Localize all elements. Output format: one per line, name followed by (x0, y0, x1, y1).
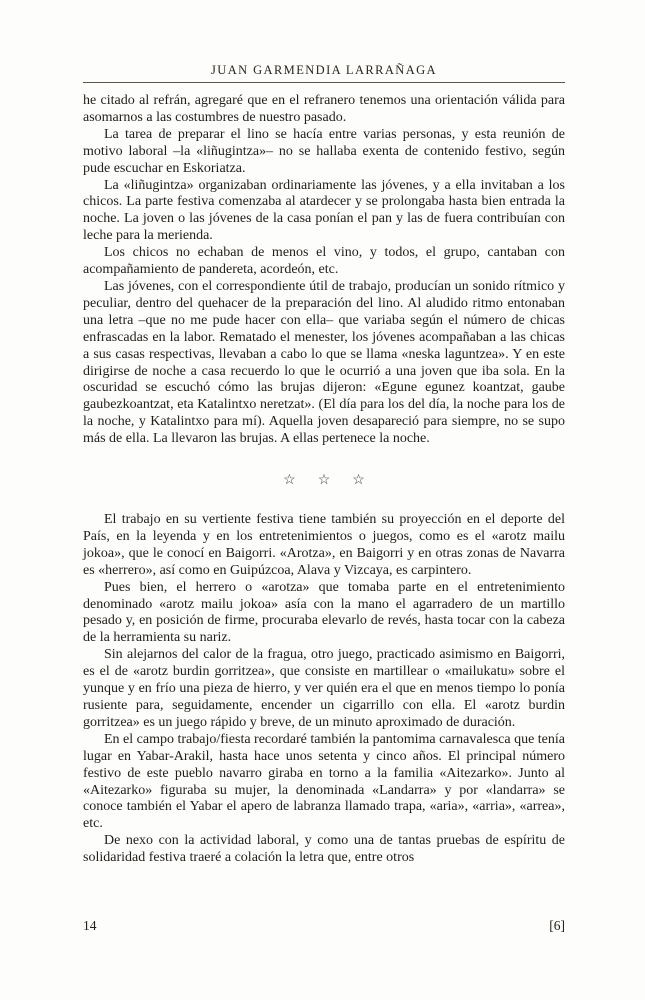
running-header (83, 63, 565, 82)
header-rule (83, 82, 565, 83)
paragraph: Pues bien, el herrero o «arotza» que tomaba parte en el entretenimiento denominado «arotz mailu jokoa» asía con la mano el agarradero de un martillo pesado y, en posición de firme, procuraba elevarlo de revés, hasta tocar con la cabeza de la herramienta su nariz. (83, 579, 565, 646)
paragraph: Las jóvenes, con el correspondiente útil de trabajo, producían un sonido rítmico y peculiar, dentro del quehacer de la preparación del lino. Al aludido ritmo entonaban una letra –que no me pude hacer con ella– que variaba según el número de chicas enfrascadas en la labor. Rematado el menester, los jóvenes acompañaban a las chicas a sus casas respectivas, llevaban a cabo lo que se llama «neska laguntzea». Y en este dirigirse de noche a casa recuerdo lo que le ocurrió a una joven que iba sola. En la oscuridad se escuchó cómo las brujas dijeron: «Egune egunez koantzat, gaube gaubezkoantzat, eta Katalintxo neretzat». (El día para los del día, la noche para los de la noche, y Katalintxo para mí). Aquella joven desapareció para siempre, no se supo más de ella. La llevaron las brujas. A ellas pertenece la noche. (83, 278, 565, 447)
text-column (83, 63, 565, 867)
paragraph: La «liñugintza» organizaban ordinariamente las jóvenes, y a ella invitaban a los chicos. La parte festiva comenzaba al atardecer y se prolongaba hasta bien entrada la noche. La joven o las jóvenes de la casa ponían el pan y las de fuera contribuían con leche para la merienda. (83, 177, 565, 244)
page-body (83, 93, 565, 867)
folio-number: [6] (549, 918, 565, 933)
running-header-author: JUAN GARMENDIA LARRAÑAGA (211, 63, 437, 77)
paragraph: Los chicos no echaban de menos el vino, y todos, el grupo, cantaban con acompañamiento de pandereta, acordeón, etc. (83, 245, 565, 278)
paragraph: De nexo con la actividad laboral, y como una de tantas pruebas de espíritu de solidaridad festiva traeré a colación la letra que, entre otros (83, 833, 565, 866)
paragraph: he citado al refrán, agregaré que en el refranero tenemos una orientación válida para asomarnos a las costumbres de nuestro pasado. (83, 93, 565, 125)
section-divider (83, 474, 565, 488)
star-icon: ☆ (283, 473, 296, 489)
paragraph: En el campo trabajo/fiesta recordaré también la pantomima carnavalesca que tenía lugar en Yabar-Arakil, hasta hace unos setenta y cinco años. El principal número festivo de este pueblo navarro giraba en torno a la familia «Aitezarko». Junto al «Aitezarko» figuraba su mujer, la denominada «Landarra» y por «landarra» se conoce también el Yabar el apero de labranza llamado trapa, «aria», «arria», «arrea», etc. (83, 731, 565, 832)
star-icon: ☆ (317, 473, 331, 489)
page-number: 14 (83, 918, 97, 933)
page-footer (83, 918, 565, 934)
paragraph: El trabajo en su vertiente festiva tiene también su proyección en el deporte del País, en la leyenda y en los entretenimientos o juegos, como es el «arotz mailu jokoa», que le conocí en Baigorri. «Arotza», en Baigorri y en otras zonas de Navarra es «herrero», así como en Guipúzcoa, Alava y Vizcaya, es carpintero. (83, 512, 565, 578)
paragraph: Sin alejarnos del calor de la fragua, otro juego, practicado asimismo en Baigorri, es el de «arotz burdin gorritzea», que consiste en martillear o «mailukatu» sobre el yunque y en frío una pieza de hierro, y ver quién era el que en menos tiempo lo ponía rusiente para, seguidamente, encender un cigarrillo con ella. El «arotz burdin gorritzea» es un juego rápido y breve, de un minuto aproximado de duración. (83, 647, 565, 730)
star-icon: ☆ (352, 473, 365, 489)
paragraph: La tarea de preparar el lino se hacía entre varias personas, y esta reunión de motivo laboral –la «liñugintza»– no se hallaba exenta de contenido festivo, según pude escuchar en Eskoriatza. (83, 126, 565, 176)
